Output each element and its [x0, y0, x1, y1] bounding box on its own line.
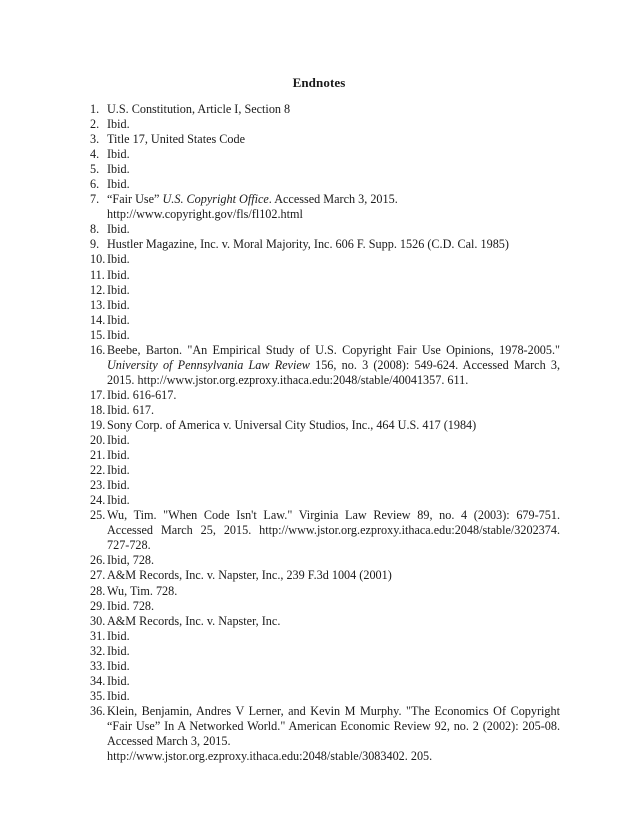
note-number: 23.: [90, 478, 106, 493]
note-number: 32.: [90, 643, 106, 658]
list-item: [90, 132, 560, 147]
list-item: [90, 192, 560, 222]
note-number: 24.: [90, 493, 106, 508]
list-item: [90, 298, 560, 313]
list-item: [90, 584, 560, 599]
note-text: Ibid.: [107, 688, 130, 703]
note-text: Ibid.: [107, 147, 130, 162]
note-number: 33.: [90, 658, 106, 673]
note-text-post: . Accessed March 3, 2015.: [268, 192, 398, 207]
note-text: Sony Corp. of America v. Universal City Studios, Inc., 464 U.S. 417 (1984): [107, 417, 477, 432]
note-text: Ibid.: [107, 267, 130, 282]
note-text-post: 156, no. 3 (2008): 549-624. Accessed March 3, 2015. http://www.jstor.org.ezproxy.ithaca.edu:2048/stable/40041357. 611.: [107, 357, 561, 387]
list-item: [90, 674, 560, 689]
note-text-pre: “Fair Use”: [107, 192, 163, 207]
note-number: 21.: [90, 448, 106, 463]
note-number: 2.: [90, 117, 100, 132]
note-url: http://www.copyright.gov/fls/fl102.html: [107, 207, 303, 222]
note-text: Ibid.: [107, 658, 130, 673]
note-number: 19.: [90, 417, 106, 432]
note-text: Ibid.: [107, 478, 130, 493]
list-item: [90, 252, 560, 267]
note-text: Ibid.: [107, 252, 130, 267]
note-text: Wu, Tim. 728.: [107, 583, 178, 598]
list-item: [90, 388, 560, 403]
note-number: 13.: [90, 297, 106, 312]
note-url: http://www.jstor.org.ezproxy.ithaca.edu:2048/stable/3083402. 205.: [107, 749, 433, 764]
note-number: 22.: [90, 463, 106, 478]
note-number: 6.: [90, 177, 100, 192]
list-item: [90, 433, 560, 448]
note-number: 7.: [90, 192, 100, 207]
note-number: 3.: [90, 132, 100, 147]
note-number: 36.: [90, 703, 106, 718]
note-text: A&M Records, Inc. v. Napster, Inc., 239 F.3d 1004 (2001): [107, 568, 392, 583]
note-text: Ibid.: [107, 177, 130, 192]
note-number: 4.: [90, 147, 100, 162]
list-item: [90, 493, 560, 508]
list-item: [90, 478, 560, 493]
list-item: [90, 283, 560, 298]
list-item: [90, 659, 560, 674]
endnotes-list: [90, 102, 560, 764]
source-title: University of Pennsylvania Law Review: [107, 357, 310, 372]
note-number: 14.: [90, 312, 106, 327]
note-number: 27.: [90, 568, 106, 583]
list-item: [90, 614, 560, 629]
note-number: 12.: [90, 282, 106, 297]
note-text: Title 17, United States Code: [107, 132, 246, 147]
note-text: Ibid.: [107, 117, 130, 132]
note-text: U.S. Constitution, Article I, Section 8: [107, 102, 291, 116]
list-item: [90, 553, 560, 568]
list-item: [90, 568, 560, 583]
note-text-pre: Beebe, Barton. "An Empirical Study of U.S. Copyright Fair Use Opinions, 1978-2005.": [107, 342, 560, 357]
note-number: 29.: [90, 598, 106, 613]
note-number: 31.: [90, 628, 106, 643]
note-text: Ibid.: [107, 448, 130, 463]
note-number: 5.: [90, 162, 100, 177]
note-number: 20.: [90, 433, 106, 448]
note-text: Ibid. 617.: [107, 402, 155, 417]
list-item: [90, 147, 560, 162]
note-number: 10.: [90, 252, 106, 267]
note-number: 34.: [90, 673, 106, 688]
note-number: 16.: [90, 342, 106, 357]
note-number: 17.: [90, 387, 106, 402]
note-text: Ibid.: [107, 493, 130, 508]
note-number: 25.: [90, 508, 106, 523]
list-item: [90, 313, 560, 328]
note-text: Ibid, 728.: [107, 553, 155, 568]
list-item: [90, 448, 560, 463]
note-number: 9.: [90, 237, 100, 252]
note-text: Ibid.: [107, 327, 130, 342]
list-item: [90, 689, 560, 704]
note-text: Ibid. 616-617.: [107, 387, 177, 402]
list-item: [90, 268, 560, 283]
note-text: Wu, Tim. "When Code Isn't Law." Virginia Law Review 89, no. 4 (2003): 679-751. Accessed March 25, 2015. http://www.jstor.org.ezproxy.ithaca.edu:2048/stable/3202374. 727-728.: [107, 508, 560, 553]
list-item: [90, 328, 560, 343]
list-item: [90, 102, 560, 117]
note-number: 11.: [90, 267, 105, 282]
note-number: 35.: [90, 688, 106, 703]
note-number: 1.: [90, 102, 100, 116]
list-item: [90, 222, 560, 237]
note-text: [107, 192, 560, 222]
note-text: [107, 704, 560, 764]
note-text: Ibid.: [107, 463, 130, 478]
list-item: [90, 629, 560, 644]
list-item: [90, 644, 560, 659]
note-number: 26.: [90, 553, 106, 568]
list-item: [90, 237, 560, 252]
note-text: Ibid.: [107, 162, 130, 177]
note-number: 15.: [90, 327, 106, 342]
list-item: [90, 463, 560, 478]
note-text: Ibid. 728.: [107, 598, 155, 613]
note-text: Ibid.: [107, 628, 130, 643]
note-number: 28.: [90, 583, 106, 598]
source-title: U.S. Copyright Office: [162, 192, 269, 207]
note-text: Ibid.: [107, 282, 130, 297]
note-text: Ibid.: [107, 433, 130, 448]
list-item: [90, 162, 560, 177]
note-text: Ibid.: [107, 297, 130, 312]
note-text: Ibid.: [107, 222, 130, 237]
page-title: Endnotes: [292, 75, 346, 90]
list-item: [90, 177, 560, 192]
list-item: [90, 599, 560, 614]
list-item: [90, 343, 560, 388]
list-item: [90, 704, 560, 764]
note-text: Ibid.: [107, 673, 130, 688]
note-text: Hustler Magazine, Inc. v. Moral Majority, Inc. 606 F. Supp. 1526 (C.D. Cal. 1985): [107, 237, 509, 252]
note-number: 18.: [90, 402, 106, 417]
list-item: [90, 117, 560, 132]
note-number: 8.: [90, 222, 100, 237]
list-item: [90, 508, 560, 553]
note-text: Ibid.: [107, 312, 130, 327]
list-item: [90, 418, 560, 433]
note-text: [107, 343, 560, 388]
note-number: 30.: [90, 613, 106, 628]
note-text: A&M Records, Inc. v. Napster, Inc.: [107, 613, 281, 628]
note-text: Ibid.: [107, 643, 130, 658]
note-text-main: Klein, Benjamin, Andres V Lerner, and Kevin M Murphy. "The Economics Of Copyright “Fair Use” In A Networked World." American Economic Review 92, no. 2 (2002): 205-08. Accessed March 3, 2015.: [107, 703, 560, 748]
list-item: [90, 403, 560, 418]
